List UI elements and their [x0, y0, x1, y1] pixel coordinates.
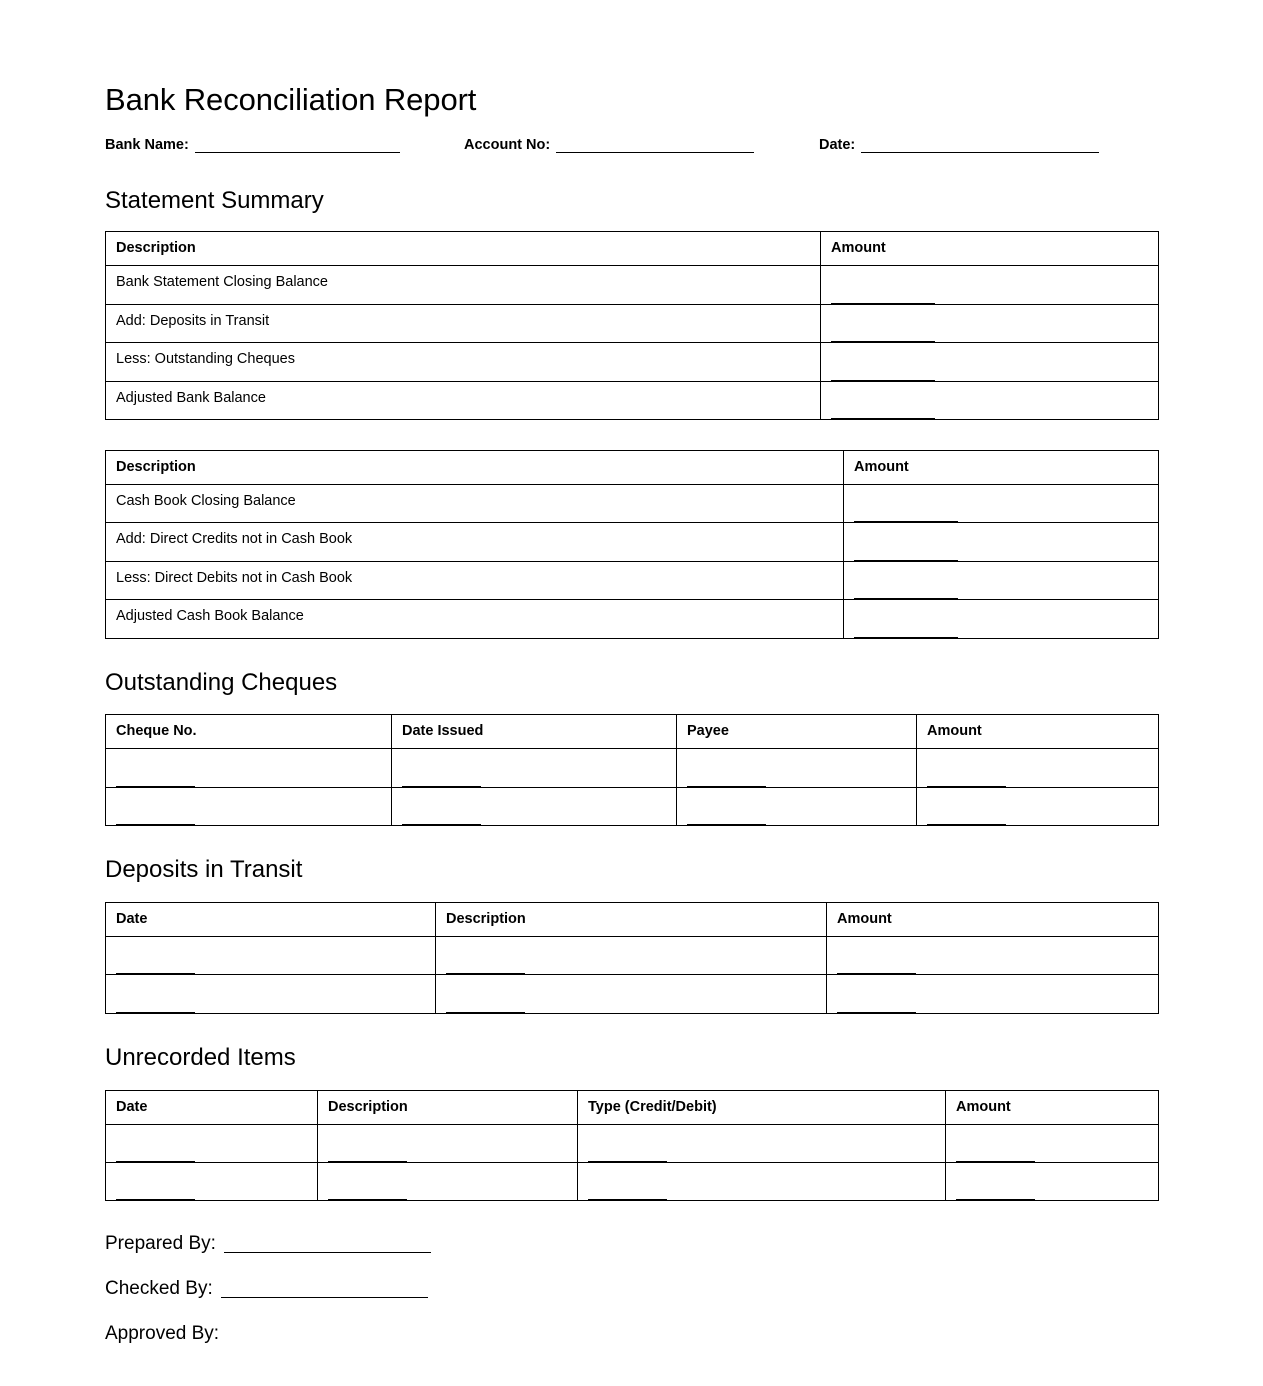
table-row: [106, 523, 1159, 561]
table-deposits-in-transit: [105, 902, 1159, 1014]
account-no-label: Account No:: [464, 136, 551, 153]
cheque-no-blank[interactable]: [116, 824, 195, 825]
cell-amount[interactable]: [827, 975, 1159, 1013]
table-row: [106, 1162, 1159, 1200]
cell-amount[interactable]: [821, 343, 1159, 381]
amount-blank[interactable]: [854, 521, 958, 522]
payee-blank[interactable]: [687, 786, 766, 787]
amount-blank[interactable]: [854, 637, 958, 638]
date-blank[interactable]: [116, 973, 195, 974]
bank-name-blank[interactable]: [195, 139, 400, 153]
cell-date[interactable]: [106, 936, 436, 974]
cell-date-issued[interactable]: [392, 787, 677, 825]
date-label: Date:: [819, 136, 856, 153]
cell-amount[interactable]: [844, 600, 1159, 638]
column-header-type: Type (Credit/Debit): [578, 1090, 946, 1124]
cell-type[interactable]: [578, 1162, 946, 1200]
table-row: [106, 561, 1159, 599]
column-header-amount: Amount: [844, 451, 1159, 485]
approved-by-label: Approved By:: [105, 1323, 220, 1345]
cell-description[interactable]: [318, 1162, 578, 1200]
cell-amount[interactable]: [821, 304, 1159, 342]
section-heading-statement-summary: Statement Summary: [105, 186, 324, 214]
date-blank[interactable]: [116, 1161, 195, 1162]
amount-blank[interactable]: [956, 1199, 1035, 1200]
cell-description: Add: Deposits in Transit: [106, 304, 821, 342]
column-header-description: Description: [436, 902, 827, 936]
table-header-row: [106, 715, 1159, 749]
column-header-date-issued: Date Issued: [392, 715, 677, 749]
column-header-description: Description: [106, 451, 844, 485]
account-no-blank[interactable]: [556, 139, 754, 153]
amount-blank[interactable]: [956, 1161, 1035, 1162]
cell-description: Less: Outstanding Cheques: [106, 343, 821, 381]
date-issued-blank[interactable]: [402, 824, 481, 825]
cell-cheque-no[interactable]: [106, 749, 392, 787]
cell-description: Cash Book Closing Balance: [106, 485, 844, 523]
table-row: [106, 485, 1159, 523]
table-row: [106, 975, 1159, 1013]
column-header-date: Date: [106, 1090, 318, 1124]
amount-blank[interactable]: [837, 973, 916, 974]
account-no-field[interactable]: [464, 137, 754, 153]
cell-description[interactable]: [436, 936, 827, 974]
column-header-description: Description: [318, 1090, 578, 1124]
section-heading-outstanding-cheques: Outstanding Cheques: [105, 668, 338, 696]
cell-amount[interactable]: [946, 1162, 1159, 1200]
table-header-row: [106, 232, 1159, 266]
column-header-amount: Amount: [827, 902, 1159, 936]
cell-payee[interactable]: [677, 749, 917, 787]
table-row: [106, 600, 1159, 638]
cell-date[interactable]: [106, 1162, 318, 1200]
amount-blank[interactable]: [831, 380, 935, 381]
type-blank[interactable]: [588, 1199, 667, 1200]
description-blank[interactable]: [328, 1161, 407, 1162]
column-header-amount: Amount: [821, 232, 1159, 266]
section-heading-unrecorded-items: Unrecorded Items: [105, 1043, 296, 1071]
date-field[interactable]: [819, 137, 1099, 153]
checked-by-field[interactable]: [105, 1279, 1158, 1298]
cell-amount[interactable]: [821, 266, 1159, 304]
cell-description: Add: Direct Credits not in Cash Book: [106, 523, 844, 561]
cell-description: Adjusted Bank Balance: [106, 381, 821, 419]
column-header-payee: Payee: [677, 715, 917, 749]
table-unrecorded-items: [105, 1090, 1159, 1202]
page-title: Bank Reconciliation Report: [105, 82, 477, 117]
table-header-row: [106, 451, 1159, 485]
cell-amount[interactable]: [946, 1124, 1159, 1162]
amount-blank[interactable]: [831, 303, 935, 304]
amount-blank[interactable]: [831, 418, 935, 419]
document-meta-row: [105, 137, 1158, 161]
cell-amount[interactable]: [844, 485, 1159, 523]
cell-description[interactable]: [318, 1124, 578, 1162]
prepared-by-field[interactable]: [105, 1234, 1158, 1253]
document-content: [105, 0, 1158, 1369]
table-cashbook-summary: [105, 450, 1159, 639]
cheque-no-blank[interactable]: [116, 786, 195, 787]
amount-blank[interactable]: [854, 598, 958, 599]
approved-by-field[interactable]: [105, 1324, 1158, 1343]
table-row: [106, 343, 1159, 381]
description-blank[interactable]: [328, 1199, 407, 1200]
table-row: [106, 266, 1159, 304]
table-header-row: [106, 1090, 1159, 1124]
cell-payee[interactable]: [677, 787, 917, 825]
table-outstanding-cheques: [105, 714, 1159, 826]
cell-description[interactable]: [436, 975, 827, 1013]
column-header-description: Description: [106, 232, 821, 266]
bank-name-label: Bank Name:: [105, 136, 189, 153]
amount-blank[interactable]: [854, 560, 958, 561]
cell-date[interactable]: [106, 1124, 318, 1162]
cell-description: Less: Direct Debits not in Cash Book: [106, 561, 844, 599]
cell-amount[interactable]: [917, 749, 1159, 787]
prepared-by-blank[interactable]: [224, 1237, 431, 1253]
checked-by-blank[interactable]: [221, 1282, 428, 1298]
column-header-date: Date: [106, 902, 436, 936]
date-blank[interactable]: [861, 139, 1099, 153]
checked-by-label: Checked By:: [105, 1278, 213, 1300]
cell-date-issued[interactable]: [392, 749, 677, 787]
signature-block: [105, 1234, 1158, 1343]
table-row: [106, 936, 1159, 974]
table-row: [106, 1124, 1159, 1162]
table-bank-summary: [105, 231, 1159, 420]
amount-blank[interactable]: [831, 341, 935, 342]
column-header-amount: Amount: [917, 715, 1159, 749]
date-blank[interactable]: [116, 1012, 195, 1013]
column-header-cheque-no: Cheque No.: [106, 715, 392, 749]
description-blank[interactable]: [446, 973, 525, 974]
section-heading-deposits-in-transit: Deposits in Transit: [105, 856, 303, 884]
table-header-row: [106, 902, 1159, 936]
cell-description: Adjusted Cash Book Balance: [106, 600, 844, 638]
table-row: [106, 787, 1159, 825]
column-header-amount: Amount: [946, 1090, 1159, 1124]
cell-amount[interactable]: [844, 561, 1159, 599]
type-blank[interactable]: [588, 1161, 667, 1162]
table-row: [106, 749, 1159, 787]
cell-amount[interactable]: [844, 523, 1159, 561]
table-row: [106, 304, 1159, 342]
prepared-by-label: Prepared By:: [105, 1233, 216, 1255]
cell-amount[interactable]: [827, 936, 1159, 974]
date-issued-blank[interactable]: [402, 786, 481, 787]
amount-blank[interactable]: [837, 1012, 916, 1013]
date-blank[interactable]: [116, 1199, 195, 1200]
amount-blank[interactable]: [927, 786, 1006, 787]
cell-amount[interactable]: [917, 787, 1159, 825]
cell-amount[interactable]: [821, 381, 1159, 419]
cell-description: Bank Statement Closing Balance: [106, 266, 821, 304]
cell-date[interactable]: [106, 975, 436, 1013]
amount-blank[interactable]: [927, 824, 1006, 825]
cell-cheque-no[interactable]: [106, 787, 392, 825]
cell-type[interactable]: [578, 1124, 946, 1162]
payee-blank[interactable]: [687, 824, 766, 825]
bank-name-field[interactable]: [105, 137, 400, 153]
table-row: [106, 381, 1159, 419]
description-blank[interactable]: [446, 1012, 525, 1013]
